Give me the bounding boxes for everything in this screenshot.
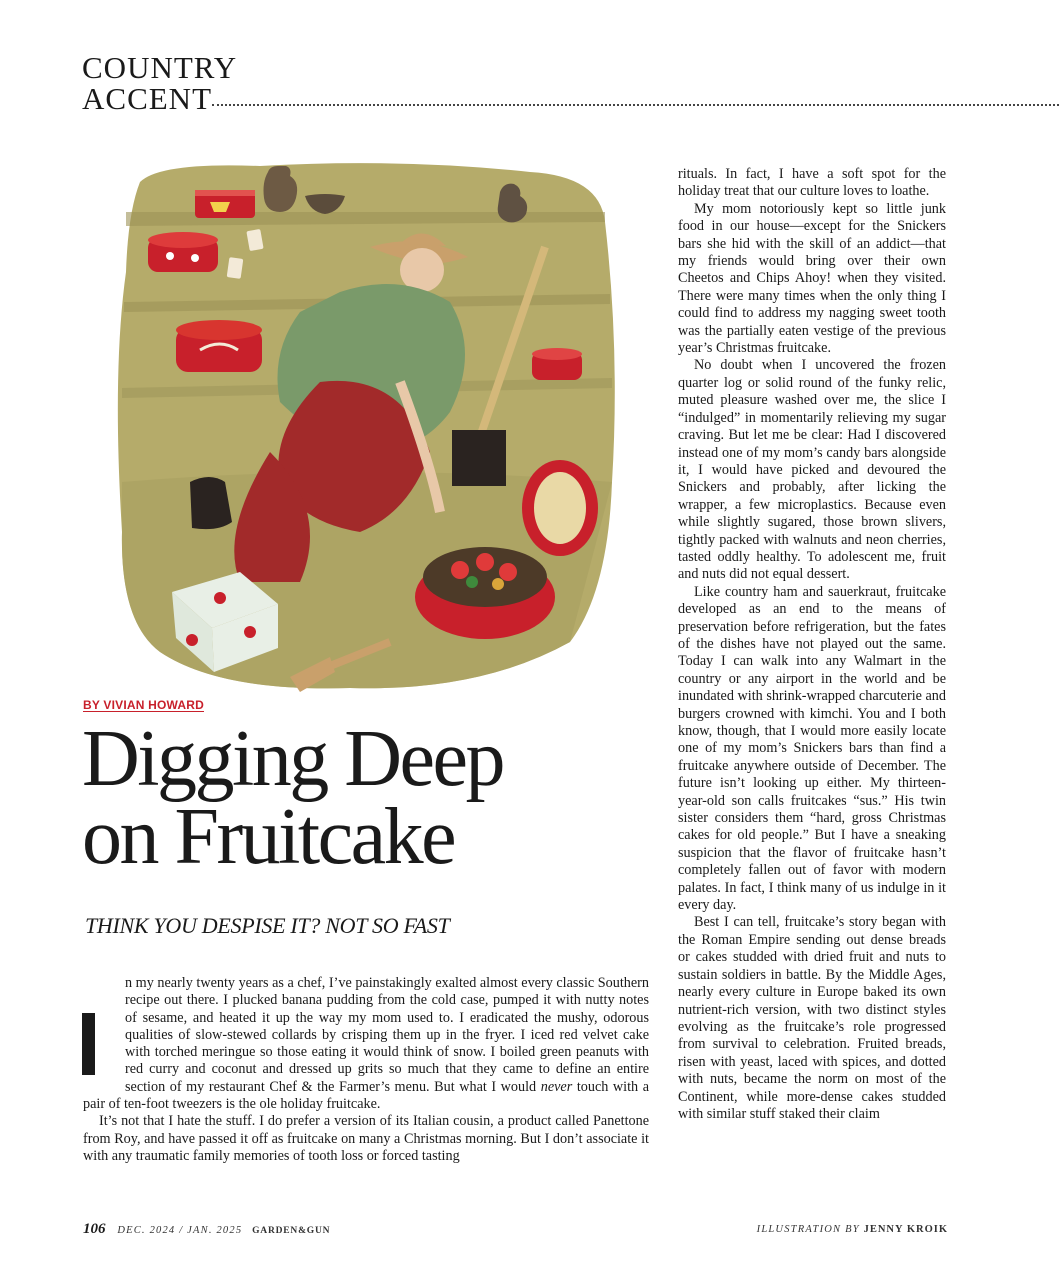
reindeer-tin-icon: [176, 320, 262, 372]
round-tin-icon: [148, 232, 218, 272]
dek: THINK YOU DESPISE IT? NOT SO FAST: [85, 913, 450, 938]
tin-box-icon: [195, 190, 255, 218]
credit-prefix: ILLUSTRATION BY: [756, 1224, 860, 1235]
small-tin-right-icon: [532, 348, 582, 380]
body-paragraph: Best I can tell, fruitcake’s story began with the Roman Empire sending out dense breads or cakes studded with dried fruit and nuts to sustain soldiers in battle. By the Middle Ages, nearly every culture in Europe baked its own nutrient-rich version, with two distinct styles evolving as the fruitcake’s role progressed from survival to celebration. Fruited breads, risen with yeast, laced with spices, and dotted with nuts, became the norm on most of the Continent, while more-dense cakes studded with similar stuff staked their claim: [678, 914, 946, 1122]
headline: [82, 715, 662, 881]
body-text: n my nearly twenty years as a chef, I’ve painstakingly exalted almost every classic Southern recipe out there. I plucked banana pudding from the cold case, pumped it with nutty notes of sesame, and heated it up the way my mom used to. I eradicated the mushy, odorous qualities of slow-stewed collards by crisping them up in the fryer. I iced red velvet cake with torched meringue so those eating it would think of snow. I boiled green peanuts with red curry and coconut and dressed up grits so much that they came to define an entire section of my restaurant Chef & the Farmer’s menu. But what I would: [125, 975, 649, 1095]
magazine-name: GARDEN&GUN: [252, 1226, 331, 1236]
folio: [83, 1221, 330, 1238]
issue-date: DEC. 2024 / JAN. 2025: [117, 1225, 243, 1236]
body-paragraph: No doubt when I uncovered the frozen quarter log or solid round of the funky relic, muted pleasure washed over me, the slice I “indulged” in momentarily relieving my sugar craving. But let me be clear: Had I discovered instead one of my mom’s candy bars alongside it, I would have picked and devoured the Snickers and probably, after licking the wrapper, a few microplastics. Because even while slightly sugared, those brown slivers, tightly packed with walnuts and neon cherries, tasted oddly healthy. To adolescent me, fruit and nuts did not equal dessert.: [678, 357, 946, 583]
fruitcake-tin-icon: [415, 547, 555, 639]
section-kicker-line1: COUNTRY: [82, 50, 238, 85]
section-kicker-line2: ACCENT: [82, 81, 212, 116]
body-paragraph: [83, 975, 649, 1113]
body-text: touch with a pair of ten-foot tweezers is the ole holiday fruitcake.: [83, 1078, 650, 1113]
page-number: 106: [83, 1221, 106, 1237]
byline: BY VIVIAN HOWARD: [83, 698, 204, 712]
body-paragraph: rituals. In fact, I have a soft spot for the holiday treat that our culture loves to loathe.: [678, 166, 946, 200]
illustration-credit: [757, 1224, 948, 1235]
body-column-left: [83, 975, 649, 1165]
headline-line1: Digging Deep: [82, 715, 504, 803]
body-column-right: [678, 166, 946, 1123]
kicker-dotted-rule: [212, 104, 1059, 106]
body-emphasis: never: [540, 1078, 573, 1095]
body-paragraph: It’s not that I hate the stuff. I do prefer a version of its Italian cousin, a product called Panettone from Roy, and have passed it off as fruitcake on many a Christmas morning. But I don’t associate it with any traumatic family memories of tooth loss or forced tasting: [83, 1113, 649, 1164]
headline-line2: on Fruitcake: [82, 793, 455, 881]
fruitcake-illustration: [100, 152, 630, 700]
credit-name: JENNY KROIK: [863, 1224, 948, 1235]
body-paragraph: My mom notoriously kept so little junk food in our house—except for the Snickers bars she hid with the skill of an addict—that my friends would bring over their own Cheetos and Chips Ahoy! when they visited. There were many times when the only thing I could find to address my nagging sweet tooth was the partially eaten vestige of the previous year’s Christmas fruitcake.: [678, 200, 946, 357]
open-tin-lid-icon: [522, 460, 598, 556]
body-paragraph: Like country ham and sauerkraut, fruitcake developed as an end to the means of preservation before refrigeration, but the fates of the dishes have not played out the same. Today I can walk into any Walmart in the country or any airport in the world and be inundated with shrink-wrapped charcuterie and burgers crowned with kimchi. You and I both know, though, that I would more easily locate one of my mom’s Snickers bars than find a fruitcake anywhere outside of December. The future isn’t looking up either. My thirteen-year-old son calls fruitcakes “sus.” His twin sister considers them “hard, gross Christmas cakes for old people.” But I have a sneaking suspicion that the flavor of fruitcake hasn’t completely fallen out of favor with modern palates. In fact, I think many of us indulge in it every day.: [678, 583, 946, 914]
